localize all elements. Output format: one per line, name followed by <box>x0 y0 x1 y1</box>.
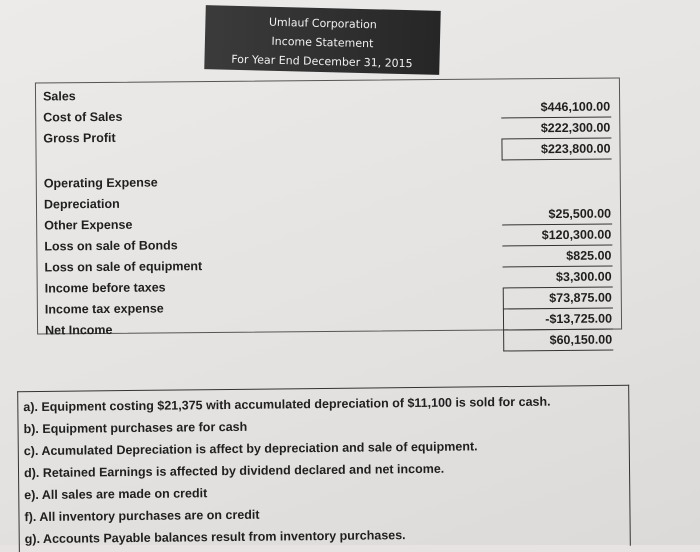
income-statement-table <box>35 77 622 348</box>
loss-on-sale-of-bonds-value: $825.00 <box>502 246 612 268</box>
gross-profit-value: $223,800.00 <box>501 139 611 161</box>
line-item-labels <box>43 85 203 341</box>
operating-expense-label: Operating Expense <box>43 175 158 191</box>
spacer <box>43 148 201 173</box>
loss-on-sale-of-equipment-value: $3,300.00 <box>503 267 613 289</box>
loss-on-sale-of-bonds-label: Loss on sale of Bonds <box>44 238 178 254</box>
sales-label: Sales <box>42 89 76 104</box>
other-expense-label: Other Expense <box>44 217 133 233</box>
other-expense-value: $120,300.00 <box>502 225 612 247</box>
cost-of-sales-label: Cost of Sales <box>43 109 123 125</box>
gross-profit-label: Gross Profit <box>43 130 116 146</box>
spacer <box>502 160 612 205</box>
statement-header <box>204 5 440 75</box>
line-item-amounts <box>501 97 613 352</box>
company-name: Umlauf Corporation <box>268 15 377 32</box>
note-item: e). All sales are made on credit <box>24 486 208 503</box>
income-tax-expense-label: Income tax expense <box>44 301 164 317</box>
note-item: d). Retained Earnings is affected by dividend declared and net income. <box>23 461 445 481</box>
sales-value: $446,100.00 <box>501 97 611 119</box>
net-income-label: Net Income <box>45 322 113 338</box>
note-item: a). Equipment costing $21,375 with accumulated depreciation of $11,100 is sold for cash. <box>23 394 551 415</box>
note-item: b). Equipment purchases are for cash <box>23 419 248 437</box>
statement-period: For Year End December 31, 2015 <box>231 52 413 71</box>
income-tax-expense-value: -$13,725.00 <box>503 309 613 331</box>
note-item: f). All inventory purchases are on credit <box>24 507 260 525</box>
note-item: c). Acumulated Depreciation is affect by depreciation and sale of equipment. <box>23 439 478 459</box>
assumptions-notes-box <box>17 385 631 552</box>
net-income-value: $60,150.00 <box>503 330 613 352</box>
depreciation-value: $25,500.00 <box>502 204 612 226</box>
depreciation-label: Depreciation <box>43 196 120 212</box>
statement-title: Income Statement <box>271 34 374 51</box>
income-before-taxes-label: Income before taxes <box>44 280 166 296</box>
income-before-taxes-value: $73,875.00 <box>503 288 613 310</box>
cost-of-sales-value: $222,300.00 <box>501 118 611 140</box>
note-item: g). Accounts Payable balances result from inventory purchases. <box>24 528 406 547</box>
loss-on-sale-of-equipment-label: Loss on sale of equipment <box>44 259 203 275</box>
